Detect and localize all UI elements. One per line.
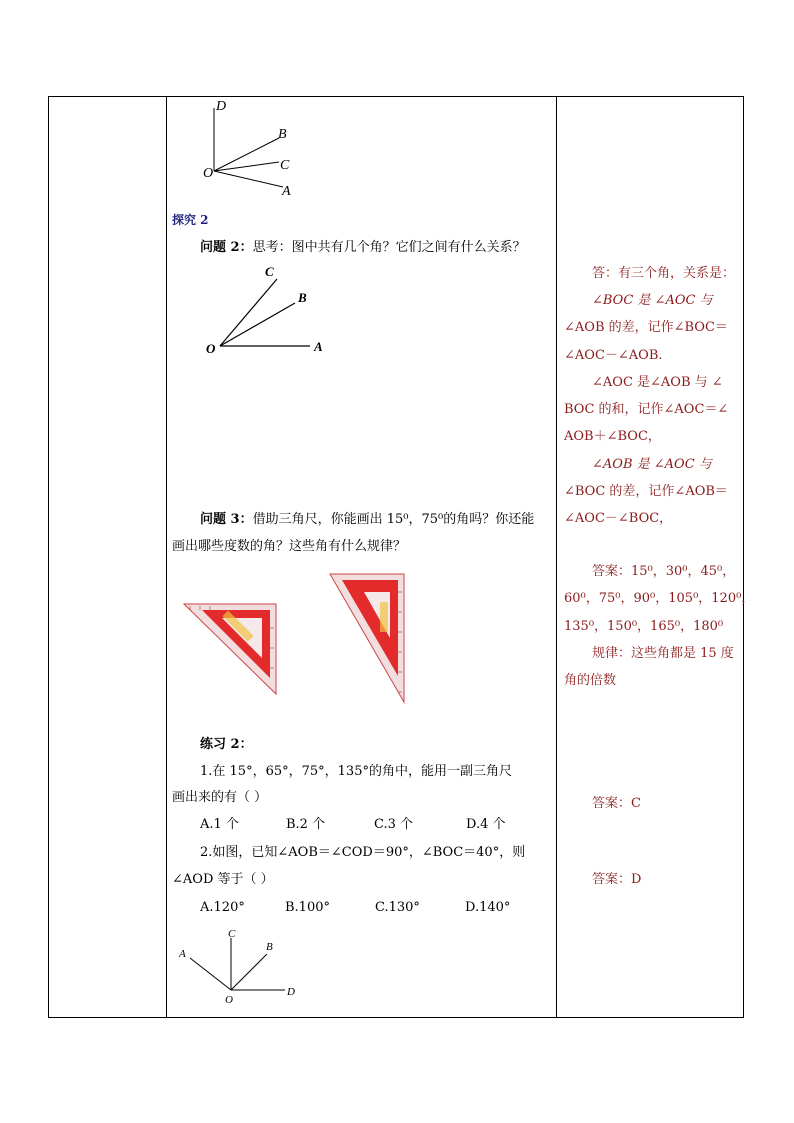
question-2-text: 思考：图中共有几个角？它们之间有什么关系？ bbox=[252, 240, 526, 255]
practice-2-option-c: C.130° bbox=[375, 900, 420, 915]
label-b: B bbox=[278, 127, 287, 142]
answer-2-line-2: 60⁰，75⁰，90⁰，105⁰，120⁰， bbox=[564, 591, 755, 606]
answer-2-line-3: 135⁰，150⁰，165⁰，180⁰ bbox=[564, 619, 724, 634]
practice-1-option-b: B.2 个 bbox=[286, 817, 326, 832]
label-o: O bbox=[206, 341, 216, 356]
set-square-45-image bbox=[180, 598, 280, 698]
set-square-30-60-image bbox=[328, 572, 408, 704]
question-2-label: 问题 2： bbox=[200, 240, 253, 255]
answer-1-line-8: ∠AOB 是 ∠AOC 与 bbox=[592, 457, 712, 472]
answer-4: 答案：D bbox=[592, 872, 642, 887]
practice-1-option-c: C.3 个 bbox=[374, 817, 414, 832]
column-divider-2 bbox=[556, 97, 557, 1017]
label-d: D bbox=[287, 986, 295, 998]
practice-2-option-b: B.100° bbox=[285, 900, 330, 915]
practice-1-option-d: D.4 个 bbox=[466, 817, 506, 832]
answer-1-line-9: ∠BOC 的差，记作∠AOB＝ bbox=[564, 484, 728, 499]
practice-2-option-a: A.120° bbox=[200, 900, 245, 915]
label-b: B bbox=[266, 941, 273, 953]
column-divider-1 bbox=[166, 97, 167, 1017]
explore-2-heading: 探究 2 bbox=[172, 213, 209, 227]
label-a: A bbox=[282, 184, 291, 199]
answer-1-line-5: ∠AOC 是∠AOB 与 ∠ bbox=[592, 375, 723, 390]
angle-diagram-dobca bbox=[195, 96, 305, 200]
label-c: C bbox=[280, 158, 290, 173]
label-o: O bbox=[225, 994, 233, 1006]
label-a: A bbox=[179, 948, 186, 960]
practice-1-line1: 1.在 15°，65°，75°，135°的角中，能用一副三角尺 bbox=[200, 764, 512, 779]
answer-1-line-6: BOC 的和，记作∠AOC＝∠ bbox=[564, 402, 729, 417]
practice-2-heading: 练习 2： bbox=[200, 737, 253, 752]
practice-2-line2: ∠AOD 等于（ ） bbox=[172, 872, 274, 887]
practice-2-option-d: D.140° bbox=[465, 900, 511, 915]
question-3-text: 借助三角尺，你能画出 15⁰，75⁰的角吗？你还能 bbox=[252, 512, 535, 527]
label-a: A bbox=[314, 339, 323, 354]
question-3-line1 bbox=[200, 512, 534, 528]
answer-3: 答案：C bbox=[592, 796, 641, 811]
answer-1-line-10: ∠AOC－∠BOC， bbox=[564, 511, 673, 526]
practice-1-option-a: A.1 个 bbox=[200, 817, 239, 832]
label-o: O bbox=[203, 166, 214, 181]
angle-diagram-cba bbox=[200, 262, 340, 362]
question-3-line2: 画出哪些度数的角？这些角有什么规律？ bbox=[172, 539, 407, 554]
practice-2-line1: 2.如图，已知∠AOB＝∠COD＝90°，∠BOC＝40°，则 bbox=[200, 845, 526, 860]
answer-2-line-5: 角的倍数 bbox=[564, 673, 617, 688]
answer-2-line-1: 答案：15⁰，30⁰，45⁰， bbox=[592, 564, 736, 579]
answer-1-line-7: AOB＋∠BOC， bbox=[564, 429, 661, 444]
question-3-label: 问题 3： bbox=[200, 512, 253, 527]
label-d: D bbox=[216, 99, 227, 114]
answer-2-line-4: 规律：这些角都是 15 度 bbox=[592, 646, 734, 661]
label-c: C bbox=[265, 264, 274, 279]
label-b: B bbox=[298, 290, 307, 305]
label-c: C bbox=[228, 928, 236, 940]
practice-1-line2: 画出来的有（ ） bbox=[172, 790, 268, 805]
answer-1-line-2: ∠BOC 是 ∠AOC 与 bbox=[592, 293, 713, 308]
angle-diagram-acbd bbox=[172, 922, 312, 1008]
answer-1-line-3: ∠AOB 的差，记作∠BOC＝ bbox=[564, 320, 728, 335]
answer-1-line-1: 答：有三个角，关系是： bbox=[592, 266, 736, 281]
answer-1-line-4: ∠AOC－∠AOB. bbox=[564, 348, 663, 363]
question-2 bbox=[200, 240, 526, 256]
